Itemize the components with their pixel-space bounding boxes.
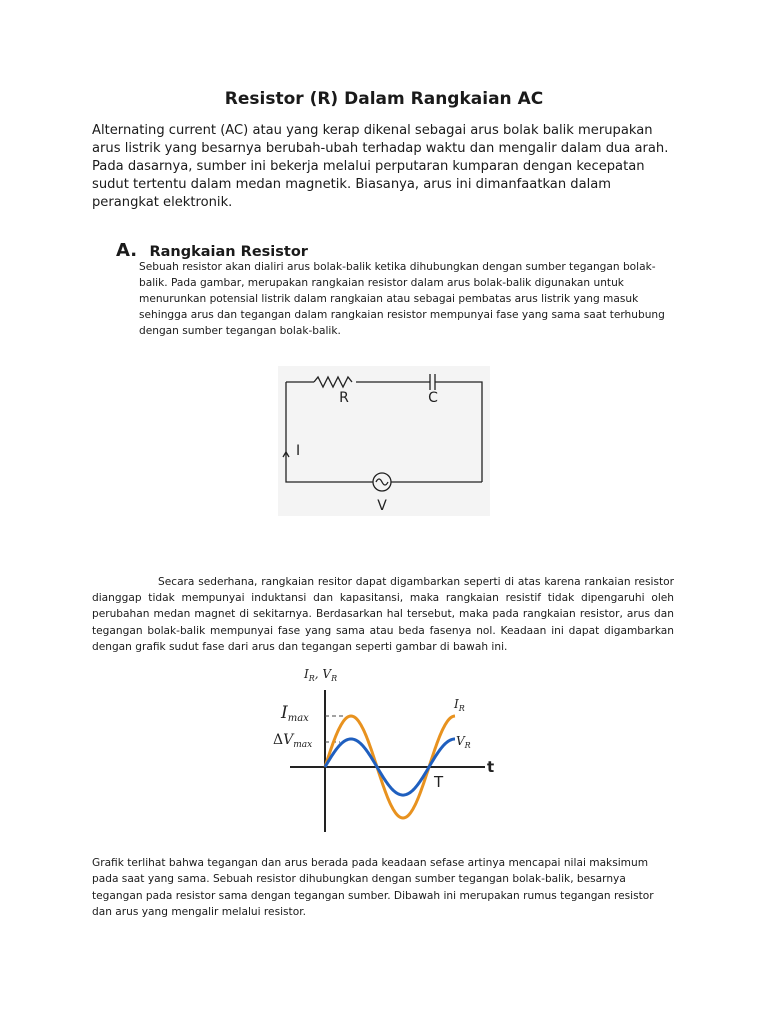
conclusion-paragraph: Grafik terlihat bahwa tegangan dan arus berada pada keadaan sefase artinya mencapai nilai maksimum pada saat yang sama. Sebuah resistor dihubungkan dengan sumber tegangan bolak-balik, besarnya tegangan pada resistor sama dengan tegangan sumber. Dibawah ini merupakan rumus tegangan resistor dan arus yang mengalir melalui resistor. [92, 857, 654, 918]
section-a-title: Rangkaian Resistor [149, 244, 308, 260]
circuit-wire-top-right [435, 382, 482, 482]
section-a-heading [116, 234, 308, 262]
axis-y-label: $I_R$, $V_R$ [304, 667, 338, 683]
section-a-body: Sebuah resistor akan dialiri arus bolak-balik ketika dihubungkan dengan sumber tegangan bolak- balik. Pada gambar, merupakan rangkaian resistor dalam arus bolak-balik digunakan untuk menurunkan potensial listrik dalam rangkaian atau sebagai pembatas arus listrik yang masuk sehingga arus dan tegangan dalam rangkaian resistor mempunyai fase yang sama saat terhubung dengan sumber tegangan bolak-balik. [139, 261, 665, 337]
axis-x-label: t [487, 758, 495, 776]
curve-i-label: $I_R$ [454, 697, 465, 713]
period-label: T [434, 773, 444, 791]
circuit-wire-left [286, 382, 373, 482]
phase-graph [270, 662, 500, 838]
ac-source-wave [376, 479, 388, 485]
explanation-paragraph: Secara sederhana, rangkaian resitor dapat digambarkan seperti di atas karena rankaian resistor dianggap tidak mempunyai induktansi dan kapasitansi, maka rangkaian resistif tidak dipengaruhi oleh perubahan medan magnet di sekitarnya. Berdasarkan hal tersebut, maka pada rangkaian resistor, arus dan tegangan bolak-balik mempunyai fase yang sama atau beda fasenya nol. Keadaan ini dapat digambarkan dengan grafik sudut fase dari arus dan tegangan seperti gambar di bawah ini. [92, 576, 674, 653]
page-title: Resistor (R) Dalam Rangkaian AC [224, 89, 544, 109]
circuit-label-r: R [339, 390, 349, 406]
resistor-symbol [314, 377, 352, 387]
circuit-label-i: I [296, 443, 301, 459]
rc-circuit-diagram [278, 366, 490, 516]
curve-v-label: $V_R$ [456, 734, 471, 750]
circuit-label-v: V [377, 498, 387, 514]
vmax-label: $\Delta V_{max}$ [273, 732, 313, 750]
circuit-svg [278, 366, 490, 516]
intro-paragraph: Alternating current (AC) atau yang kerap dikenal sebagai arus bolak balik merupakan arus listrik yang besarnya berubah-ubah terhadap waktu dan mengalir dalam dua arah. Pada dasarnya, sumber ini bekerja melalui perputaran kumparan dengan kecepatan sudut tertentu dalam medan magnetik. Biasanya, arus ini dimanfaatkan dalam perangkat elektronik. [92, 123, 669, 210]
section-a-letter: A. [116, 240, 138, 261]
circuit-label-c: C [428, 390, 438, 406]
phase-graph-svg [270, 662, 500, 838]
imax-label: Imax [281, 703, 309, 724]
